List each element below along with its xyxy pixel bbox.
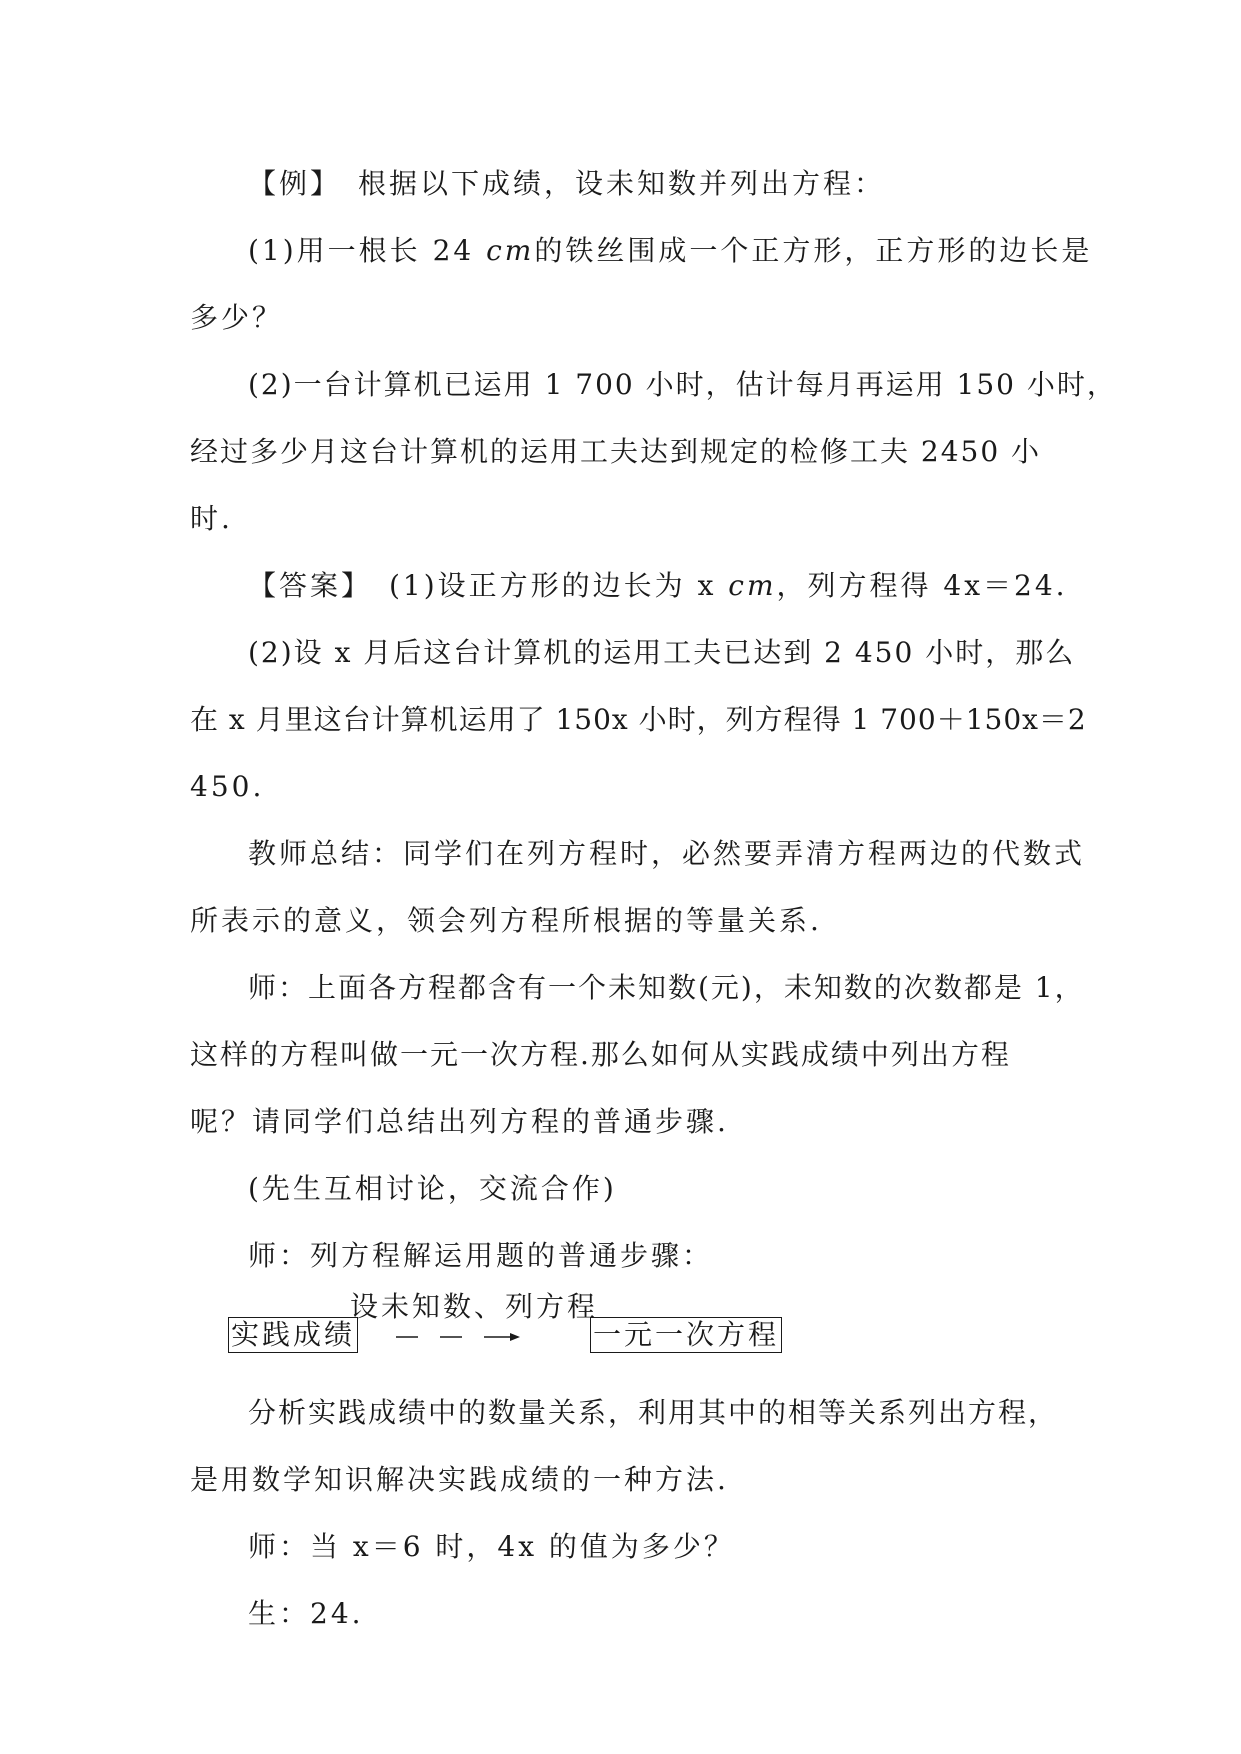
flow-box-linear-equation: 一元一次方程 — [590, 1317, 782, 1353]
answer-1: 【答案】 (1)设正方形的边长为 x cm，列方程得 4x＝24. — [248, 569, 1068, 602]
teacher-remark-cont: 这样的方程叫做一元一次方程.那么如何从实践成绩中列出方程 — [190, 1038, 1011, 1071]
document-body — [190, 150, 1117, 1647]
example-question-1: (1)用一根长 24 cm的铁丝围成一个正方形，正方形的边长是 — [248, 234, 1093, 267]
analysis-text-cont: 是用数学知识解决实践成绩的一种方法. — [190, 1463, 729, 1496]
example-question-2-cont: 经过多少月这台计算机的运用工夫达到规定的检修工夫 2450 小 — [190, 435, 1042, 468]
analysis-text: 分析实践成绩中的数量关系，利用其中的相等关系列出方程， — [248, 1396, 1059, 1429]
student-discussion: (先生互相讨论，交流合作) — [248, 1172, 617, 1205]
teacher-steps: 师：列方程解运用题的普通步骤： — [248, 1239, 714, 1272]
teacher-question: 师：当 x＝6 时，4x 的值为多少？ — [248, 1530, 735, 1563]
flow-arrow-label: 设未知数、列方程 — [350, 1290, 599, 1323]
teacher-remark: 师：上面各方程都含有一个未知数(元)，未知数的次数都是 1， — [248, 971, 1085, 1004]
answer-2-end: 450. — [190, 770, 265, 803]
unit-cm: cm — [728, 569, 777, 602]
answer-2-cont: 在 x 月里这台计算机运用了 150x 小时，列方程得 1 700＋150x＝2 — [190, 703, 1087, 736]
teacher-summary: 教师总结：同学们在列方程时，必然要弄清方程两边的代数式 — [248, 837, 1086, 870]
example-question-2-end: 时. — [190, 502, 233, 535]
example-question-1-cont: 多少？ — [190, 301, 284, 334]
unit-cm: cm — [486, 234, 535, 267]
teacher-summary-cont: 所表示的意义，领会列方程所根据的等量关系. — [190, 904, 822, 937]
steps-flow-diagram — [190, 1289, 1050, 1379]
teacher-remark-end: 呢？请同学们总结出列方程的普通步骤. — [190, 1105, 729, 1138]
example-heading: 【例】 根据以下成绩，设未知数并列出方程： — [248, 167, 886, 200]
example-question-2: (2)一台计算机已运用 1 700 小时，估计每月再运用 150 小时， — [248, 368, 1117, 401]
student-answer: 生：24. — [248, 1597, 364, 1630]
answer-2: (2)设 x 月后这台计算机的运用工夫已达到 2 450 小时，那么 — [248, 636, 1076, 669]
flow-box-practical-problem: 实践成绩 — [228, 1317, 358, 1353]
flow-arrow-icon — [358, 1317, 588, 1347]
